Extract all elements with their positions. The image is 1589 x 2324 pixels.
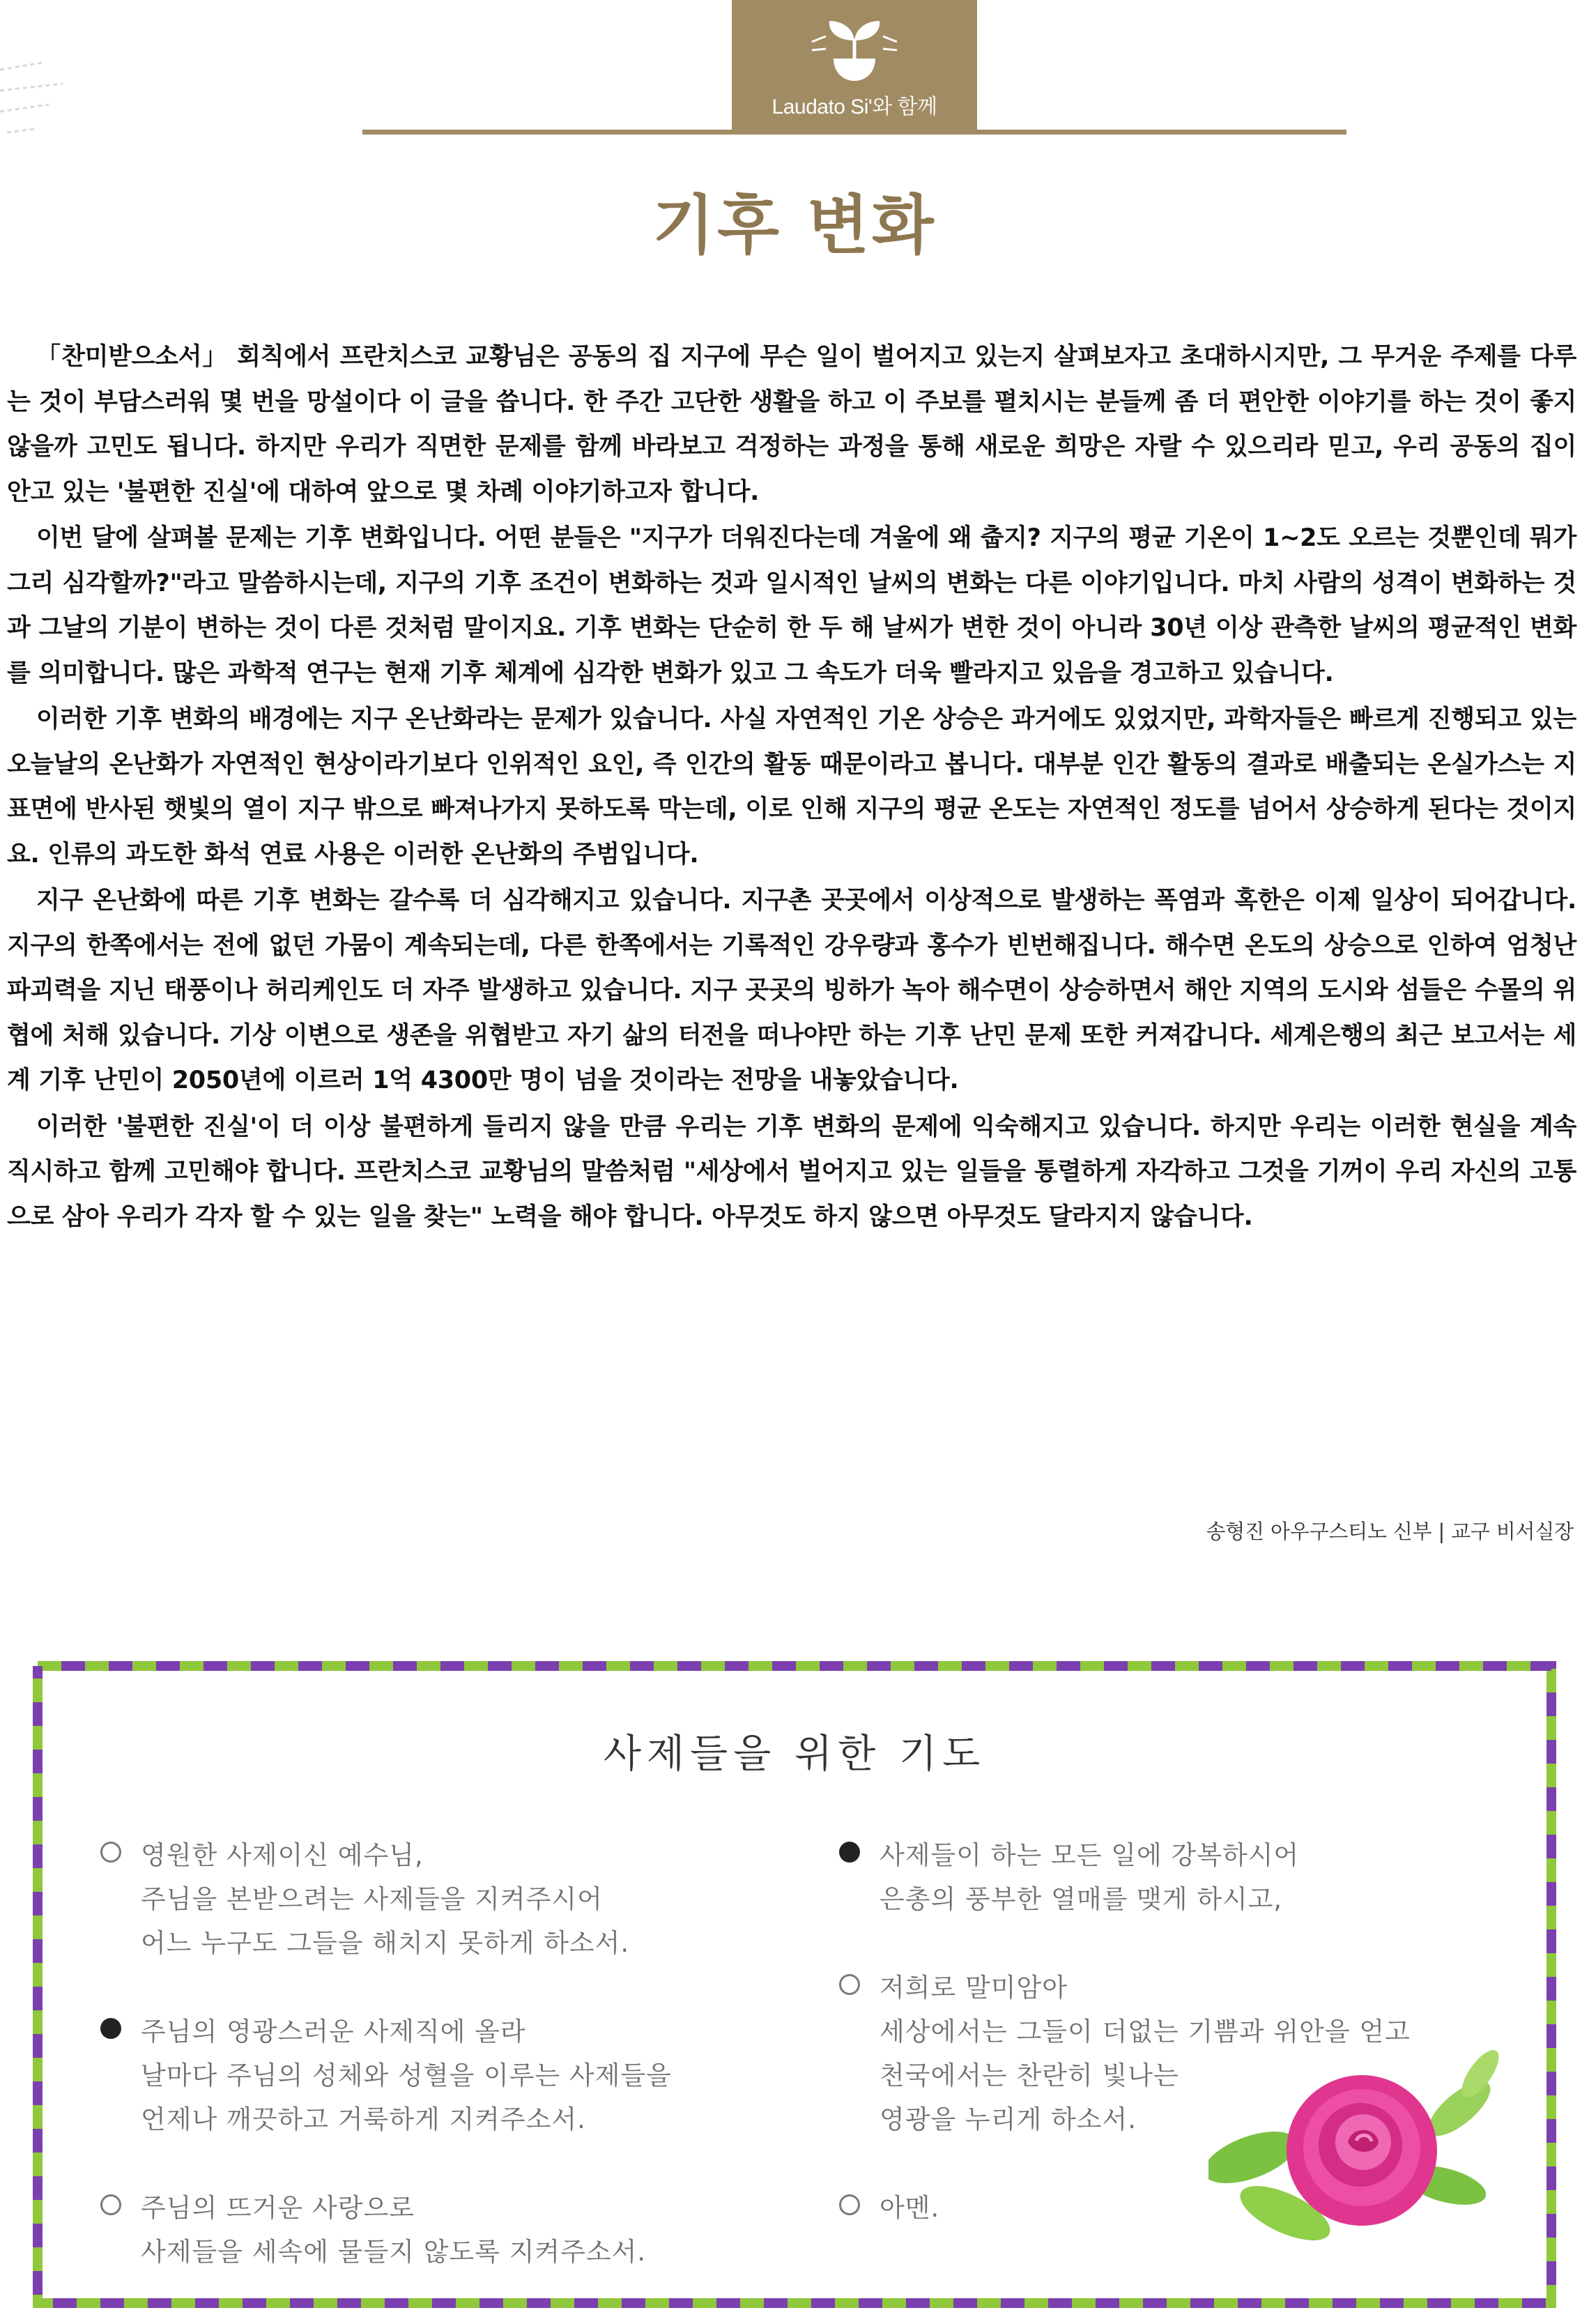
prayer-item	[100, 1833, 797, 1965]
prayer-column-left	[100, 1833, 797, 2318]
prayer-title: 사제들을 위한 기도	[603, 1731, 986, 1777]
prayer-line: 세상에서는 그들이 더없는 기쁨과 위안을 얻고	[880, 2017, 1411, 2047]
prayer-line: 은총의 풍부한 열매를 맺게 하시고,	[880, 1884, 1283, 1914]
article-paragraph: 이러한 기후 변화의 배경에는 지구 온난화라는 문제가 있습니다. 사실 자연적인 기온 상승은 과거에도 있었지만, 과학자들은 빠르게 진행되고 있는 오늘날의 온난화가 자연적인 현상이라기보다 인위적인 요인, 즉 인간의 활동 때문이라고 봅니다. 대부분 인간 활동의 결과로 배출되는 온실가스는 지표면에 반사된 햇빛의 열이 지구 밖으로 빠져나가지 못하도록 막는데, 이로 인해 지구의 평균 온도는 자연적인 정도를 넘어서 상승하게 된다는 것이지요. 인류의 과도한 화석 연료 사용은 이러한 온난화의 주범입니다.	[7, 705, 1576, 869]
prayer-line: 날마다 주님의 성체와 성혈을 이루는 사제들을	[141, 2061, 672, 2090]
prayer-line: 주님을 본받으려는 사제들을 지켜주시어	[141, 1884, 603, 1914]
badge-label: Laudato Si'와 함께	[772, 95, 937, 119]
open-circle-bullet-icon	[839, 1974, 860, 1995]
open-circle-bullet-icon	[100, 1842, 121, 1863]
prayer-line: 사제들이 하는 모든 일에 강복하시어	[880, 1840, 1300, 1870]
prayer-line: 저희로 말미암아	[880, 1973, 1068, 2003]
prayer-line: 주님의 뜨거운 사랑으로	[141, 2193, 415, 2223]
header-badge	[732, 0, 977, 130]
author-byline: 송형진 아우구스티노 신부 | 교구 비서실장	[1206, 1520, 1574, 1543]
prayer-box	[17, 1645, 1572, 2324]
article-paragraph: 지구 온난화에 따른 기후 변화는 갈수록 더 심각해지고 있습니다. 지구촌 곳곳에서 이상적으로 발생하는 폭염과 혹한은 이제 일상이 되어갑니다. 지구의 한쪽에서는 전에 없던 가뭄이 계속되는데, 다른 한쪽에서는 기록적인 강우량과 홍수가 빈번해집니다. 해수면 온도의 상승으로 인하여 엄청난 파괴력을 지닌 태풍이나 허리케인도 더 자주 발생하고 있습니다. 지구 곳곳의 빙하가 녹아 해수면이 상승하면서 해안 지역의 도시와 섬들은 수몰의 위협에 처해 있습니다. 기상 이변으로 생존을 위협받고 자기 삶의 터전을 떠나야만 하는 기후 난민 문제 또한 커져갑니다. 세계은행의 최근 보고서는 세계 기후 난민이 2050년에 이르러 1억 4300만 명이 넘을 것이라는 전망을 내놓았습니다.	[7, 887, 1576, 1094]
prayer-line: 천국에서는 찬란히 빛나는	[880, 2061, 1179, 2090]
article-paragraph: 「찬미받으소서」 회칙에서 프란치스코 교황님은 공동의 집 지구에 무슨 일이 벌어지고 있는지 살펴보자고 초대하시지만, 그 무거운 주제를 다루는 것이 부담스러워 몇 번을 망설이다 이 글을 씁니다. 한 주간 고단한 생활을 하고 이 주보를 펼치시는 분들께 좀 더 편안한 이야기를 하는 것이 좋지 않을까 고민도 됩니다. 하지만 우리가 직면한 문제를 함께 바라보고 걱정하는 과정을 통해 새로운 희망은 자랄 수 있으리라 믿고, 우리 공동의 집이 안고 있는 '불편한 진실'에 대하여 앞으로 몇 차례 이야기하고자 합니다.	[7, 343, 1576, 506]
prayer-line: 영원한 사제이신 예수님,	[141, 1840, 424, 1870]
prayer-line: 어느 누구도 그들을 해치지 못하게 하소서.	[141, 1928, 630, 1958]
article-body	[7, 335, 1576, 1241]
pink-rose-icon	[1208, 2025, 1515, 2255]
filled-circle-bullet-icon	[839, 1842, 860, 1863]
prayer-line: 사제들을 세속에 물들지 않도록 지켜주소서.	[141, 2237, 647, 2267]
filled-circle-bullet-icon	[100, 2018, 121, 2039]
prayer-item	[100, 2186, 797, 2274]
article-paragraph: 이번 달에 살펴볼 문제는 기후 변화입니다. 어떤 분들은 "지구가 더워진다는데 겨울에 왜 춥지? 지구의 평균 기온이 1~2도 오르는 것뿐인데 뭐가 그리 심각할까?"라고 말씀하시는데, 지구의 기후 조건이 변화하는 것과 일시적인 날씨의 변화는 다른 이야기입니다. 마치 사람의 성격이 변화하는 것과 그날의 기분이 변하는 것이 다른 것처럼 말이지요. 기후 변화는 단순히 한 두 해 날씨가 변한 것이 아니라 30년 이상 관측한 날씨의 평균적인 변화를 의미합니다. 많은 과학적 연구는 현재 기후 체계에 심각한 변화가 있고 그 속도가 더욱 빨라지고 있음을 경고하고 있습니다.	[7, 524, 1576, 687]
open-circle-bullet-icon	[839, 2194, 860, 2215]
article-paragraph: 이러한 '불편한 진실'이 더 이상 불편하게 들리지 않을 만큼 우리는 기후 변화의 문제에 익숙해지고 있습니다. 하지만 우리는 이러한 현실을 계속 직시하고 함께 고민해야 합니다. 프란치스코 교황님의 말씀처럼 "세상에서 벌어지고 있는 일들을 통렬하게 자각하고 그것을 기꺼이 우리 자신의 고통으로 삼아 우리가 각자 할 수 있는 일을 찾는" 노력을 해야 합니다. 아무것도 하지 않으면 아무것도 달라지지 않습니다.	[7, 1113, 1576, 1231]
scan-artifact	[0, 42, 84, 181]
header-rule	[362, 130, 1346, 135]
open-circle-bullet-icon	[100, 2194, 121, 2215]
prayer-line: 언제나 깨끗하고 거룩하게 지켜주소서.	[141, 2104, 586, 2134]
prayer-item	[839, 1833, 1536, 1921]
prayer-line: 주님의 영광스러운 사제직에 올라	[141, 2017, 526, 2047]
prayer-item	[100, 2010, 797, 2141]
prayer-line: 영광을 누리게 하소서.	[880, 2104, 1137, 2134]
sprout-icon	[732, 0, 977, 91]
page-title: 기후 변화	[652, 188, 937, 263]
prayer-line: 아멘.	[880, 2193, 940, 2223]
